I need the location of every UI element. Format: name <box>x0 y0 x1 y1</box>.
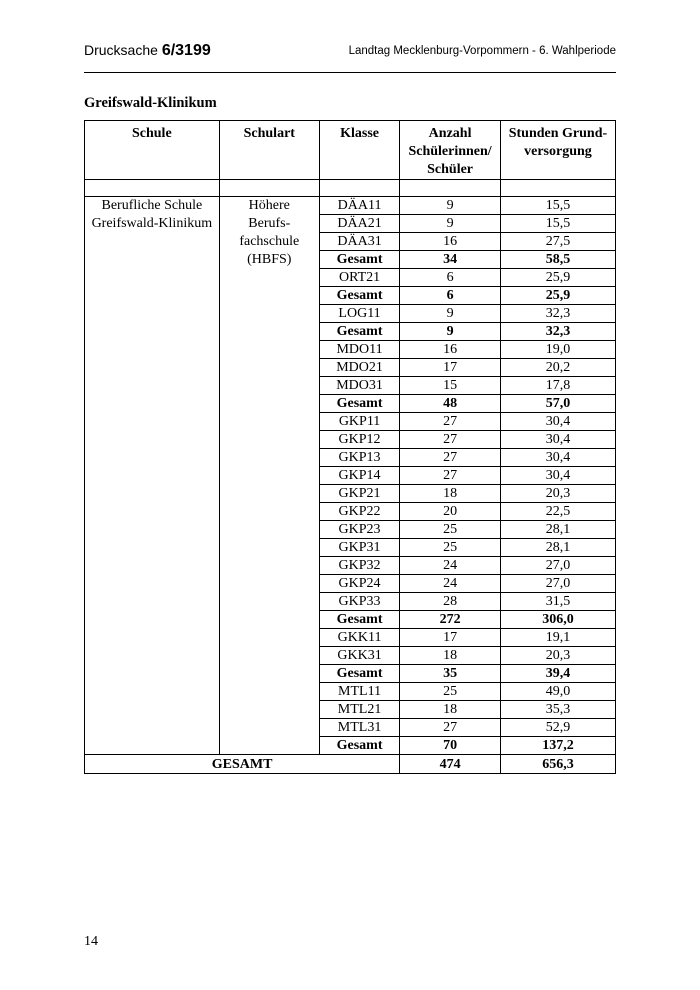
cell-stunden: 30,4 <box>500 413 615 431</box>
cell-stunden: 19,1 <box>500 629 615 647</box>
cell-stunden: 27,5 <box>500 233 615 251</box>
cell-stunden: 20,3 <box>500 647 615 665</box>
cell-anzahl: 18 <box>400 485 501 503</box>
cell-anzahl: 20 <box>400 503 501 521</box>
cell-stunden: 17,8 <box>500 377 615 395</box>
cell-anzahl: 27 <box>400 413 501 431</box>
cell-klasse: LOG11 <box>319 305 399 323</box>
cell-stunden: 35,3 <box>500 701 615 719</box>
cell-klasse: Gesamt <box>319 251 399 269</box>
cell-stunden: 15,5 <box>500 197 615 215</box>
doc-label: Drucksache <box>84 42 158 58</box>
cell-stunden: 57,0 <box>500 395 615 413</box>
section-title: Greifswald-Klinikum <box>84 95 217 111</box>
cell-klasse: GKP33 <box>319 593 399 611</box>
cell-anzahl: 25 <box>400 521 501 539</box>
document-reference <box>84 42 211 60</box>
cell-klasse: GKK31 <box>319 647 399 665</box>
cell-anzahl: 15 <box>400 377 501 395</box>
cell-anzahl: 34 <box>400 251 501 269</box>
cell-anzahl: 6 <box>400 287 501 305</box>
cell-stunden: 27,0 <box>500 557 615 575</box>
cell-stunden: 25,9 <box>500 269 615 287</box>
cell-klasse: GKK11 <box>319 629 399 647</box>
cell-anzahl: 9 <box>400 215 501 233</box>
cell-anzahl: 28 <box>400 593 501 611</box>
cell-klasse: Gesamt <box>319 323 399 341</box>
cell-klasse: Gesamt <box>319 665 399 683</box>
cell-stunden: 20,3 <box>500 485 615 503</box>
cell-anzahl: 70 <box>400 737 501 755</box>
cell-anzahl: 17 <box>400 359 501 377</box>
cell-anzahl: 27 <box>400 467 501 485</box>
header-klasse: Klasse <box>319 121 399 180</box>
cell-klasse: Gesamt <box>319 287 399 305</box>
cell-schulart: Höhere Berufs- fachschule (HBFS) <box>219 197 319 755</box>
cell-anzahl: 27 <box>400 431 501 449</box>
cell-klasse: MTL11 <box>319 683 399 701</box>
cell-stunden: 20,2 <box>500 359 615 377</box>
cell-anzahl: 9 <box>400 323 501 341</box>
cell-anzahl: 25 <box>400 683 501 701</box>
cell-klasse: GKP31 <box>319 539 399 557</box>
page-number: 14 <box>84 934 98 949</box>
cell-anzahl: 27 <box>400 449 501 467</box>
grand-total-row <box>85 755 616 774</box>
header-anzahl: Anzahl Schülerinnen/ Schüler <box>400 121 501 180</box>
cell-stunden: 15,5 <box>500 215 615 233</box>
cell-stunden: 22,5 <box>500 503 615 521</box>
cell-klasse: Gesamt <box>319 395 399 413</box>
cell-stunden: 30,4 <box>500 431 615 449</box>
cell-anzahl: 18 <box>400 647 501 665</box>
cell-anzahl: 17 <box>400 629 501 647</box>
cell-stunden: 306,0 <box>500 611 615 629</box>
cell-stunden: 28,1 <box>500 521 615 539</box>
grand-total-anzahl: 474 <box>400 755 501 774</box>
cell-anzahl: 25 <box>400 539 501 557</box>
cell-klasse: GKP11 <box>319 413 399 431</box>
cell-klasse: GKP22 <box>319 503 399 521</box>
cell-stunden: 31,5 <box>500 593 615 611</box>
cell-stunden: 30,4 <box>500 467 615 485</box>
page-header <box>84 40 616 73</box>
cell-stunden: 25,9 <box>500 287 615 305</box>
cell-stunden: 32,3 <box>500 305 615 323</box>
cell-anzahl: 48 <box>400 395 501 413</box>
cell-stunden: 19,0 <box>500 341 615 359</box>
cell-klasse: MTL31 <box>319 719 399 737</box>
cell-anzahl: 27 <box>400 719 501 737</box>
cell-klasse: GKP12 <box>319 431 399 449</box>
cell-klasse: GKP13 <box>319 449 399 467</box>
cell-anzahl: 24 <box>400 557 501 575</box>
cell-klasse: MDO31 <box>319 377 399 395</box>
cell-klasse: Gesamt <box>319 611 399 629</box>
cell-stunden: 58,5 <box>500 251 615 269</box>
cell-klasse: DÄA31 <box>319 233 399 251</box>
cell-klasse: MDO21 <box>319 359 399 377</box>
cell-anzahl: 16 <box>400 233 501 251</box>
cell-anzahl: 24 <box>400 575 501 593</box>
table-header-row <box>85 121 616 180</box>
cell-klasse: ORT21 <box>319 269 399 287</box>
cell-stunden: 52,9 <box>500 719 615 737</box>
cell-anzahl: 6 <box>400 269 501 287</box>
cell-klasse: GKP24 <box>319 575 399 593</box>
cell-anzahl: 9 <box>400 305 501 323</box>
cell-anzahl: 18 <box>400 701 501 719</box>
cell-anzahl: 9 <box>400 197 501 215</box>
cell-klasse: MTL21 <box>319 701 399 719</box>
parliament-label: Landtag Mecklenburg-Vorpommern - 6. Wahlperiode <box>348 45 616 57</box>
cell-stunden: 49,0 <box>500 683 615 701</box>
cell-klasse: GKP21 <box>319 485 399 503</box>
cell-anzahl: 16 <box>400 341 501 359</box>
cell-klasse: DÄA21 <box>319 215 399 233</box>
header-schule: Schule <box>85 121 220 180</box>
cell-stunden: 32,3 <box>500 323 615 341</box>
header-stunden: Stunden Grund- versorgung <box>500 121 615 180</box>
cell-stunden: 30,4 <box>500 449 615 467</box>
spacer-row <box>85 180 616 197</box>
doc-number: 6/3199 <box>161 42 211 59</box>
cell-klasse: GKP23 <box>319 521 399 539</box>
cell-klasse: Gesamt <box>319 737 399 755</box>
cell-anzahl: 35 <box>400 665 501 683</box>
cell-anzahl: 272 <box>400 611 501 629</box>
cell-schule: Berufliche Schule Greifswald-Klinikum <box>85 197 220 755</box>
class-hours-table <box>84 120 616 774</box>
cell-klasse: GKP32 <box>319 557 399 575</box>
cell-klasse: MDO11 <box>319 341 399 359</box>
cell-stunden: 28,1 <box>500 539 615 557</box>
grand-total-stunden: 656,3 <box>500 755 615 774</box>
cell-stunden: 39,4 <box>500 665 615 683</box>
cell-stunden: 137,2 <box>500 737 615 755</box>
cell-klasse: GKP14 <box>319 467 399 485</box>
cell-stunden: 27,0 <box>500 575 615 593</box>
table-row <box>85 197 616 215</box>
header-schulart: Schulart <box>219 121 319 180</box>
grand-total-label: GESAMT <box>85 755 400 774</box>
cell-klasse: DÄA11 <box>319 197 399 215</box>
